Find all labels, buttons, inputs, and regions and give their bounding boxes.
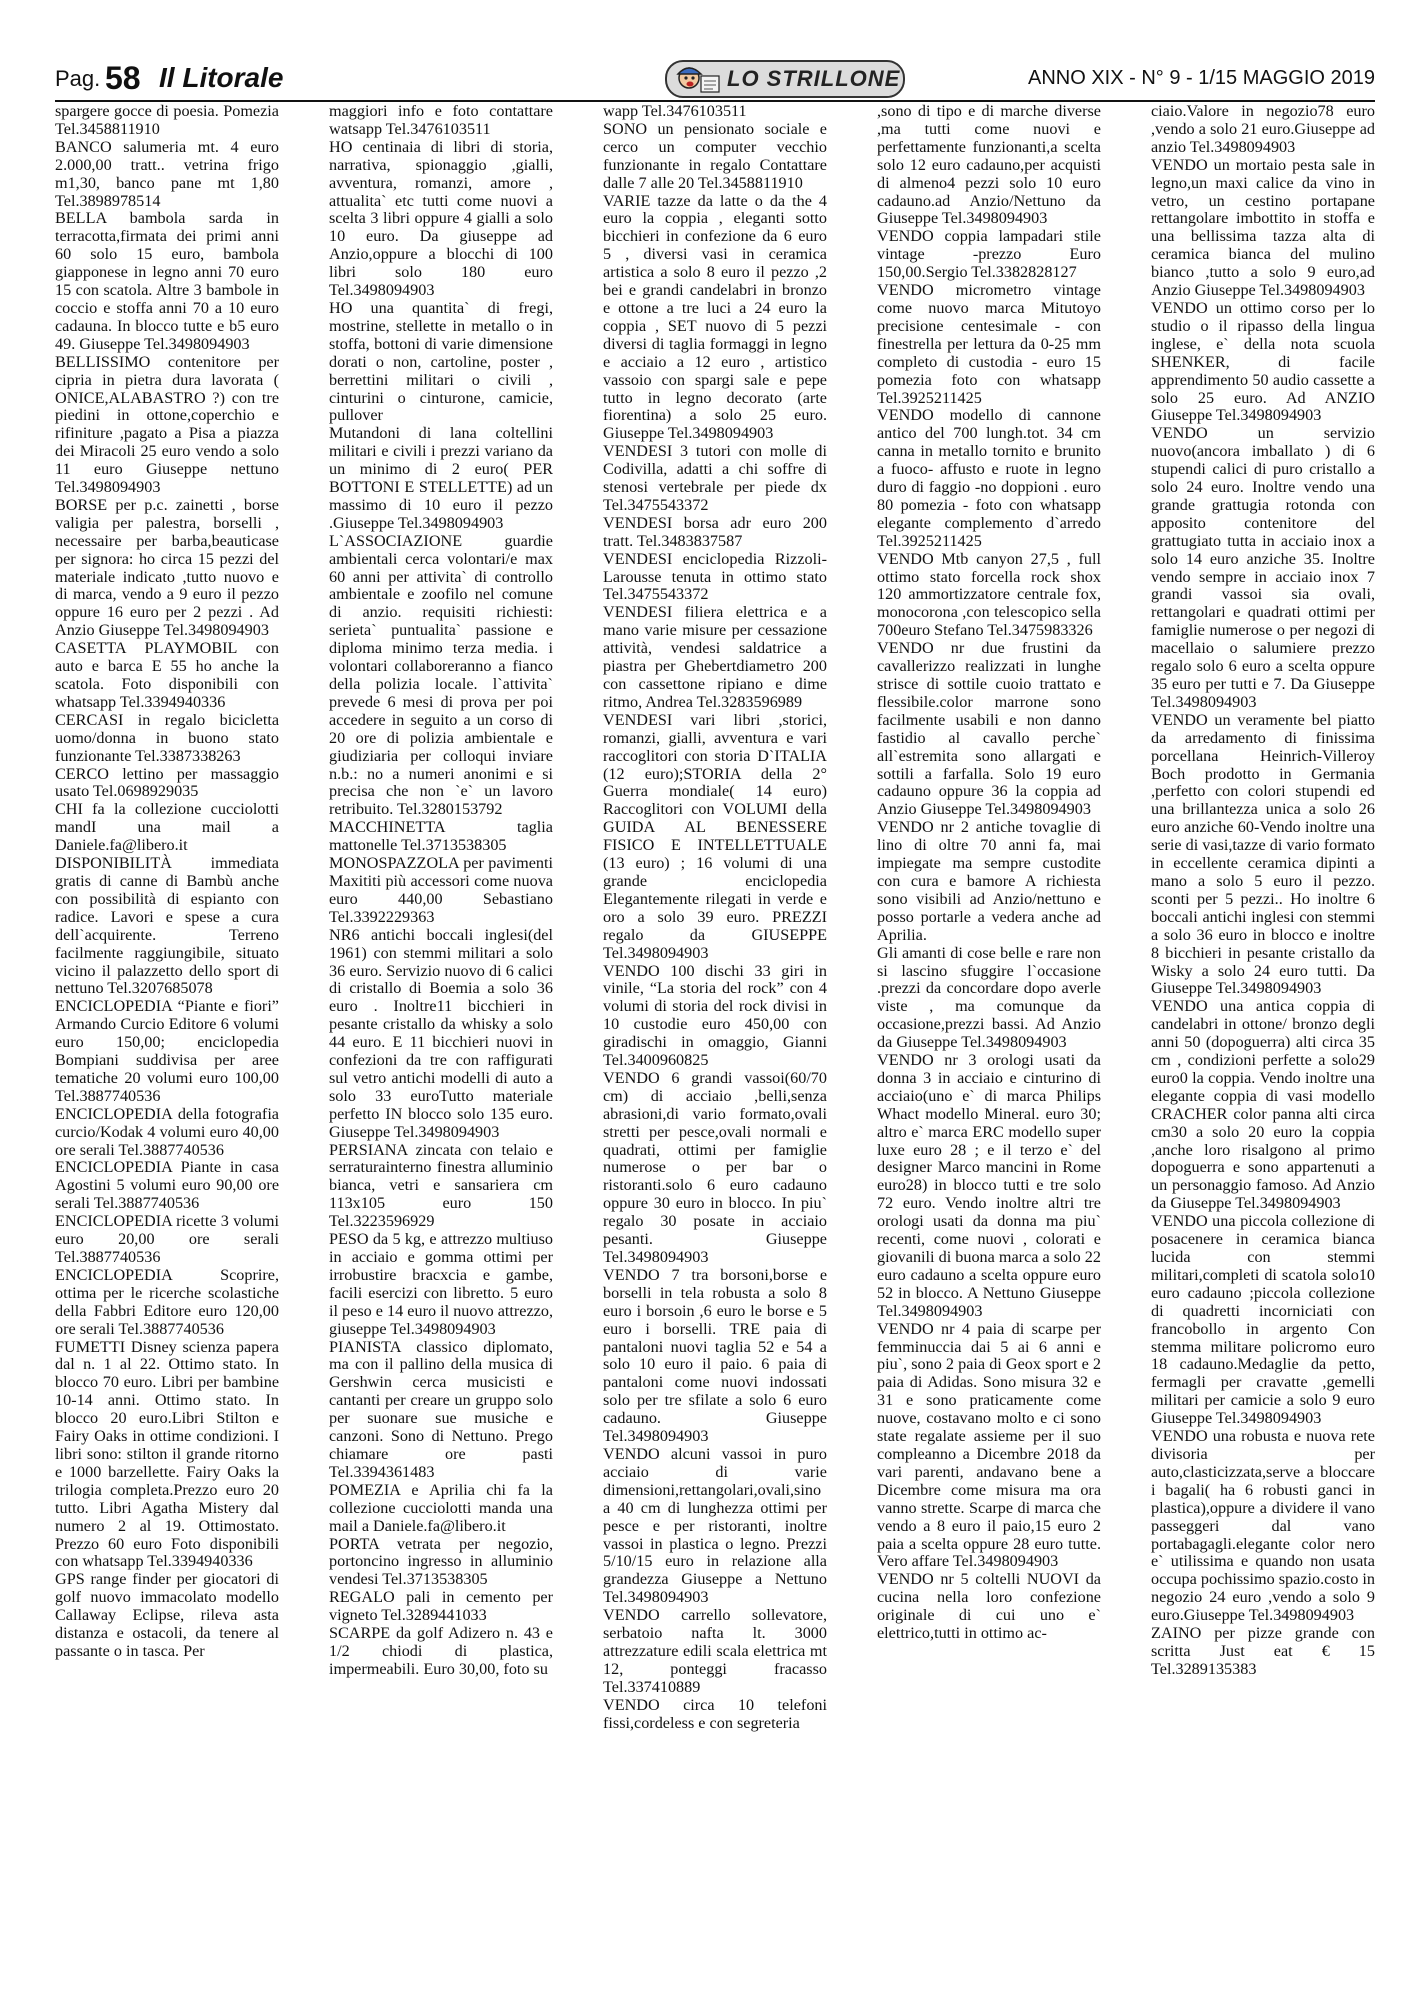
classified-ad: PIANISTA classico diplomato, ma con il pallino della musica di Gershwin cerca musicisti e cantanti per creare un gruppo solo per suonare sue musiche e canzoni. Sono di Nettuno. Prego chiamare ore pasti Tel.3394361483 xyxy=(329,1337,553,1481)
classified-ad: DISPONIBILITÀ immediata gratis di canne di Bambù anche con possibilità di espianto con radice. Lavori e spese a cura dell`acquirente. Terreno facilmente raggiungibile, situato vicino il palazzetto dello sport di nettuno Tel.3207685078 xyxy=(55,854,279,998)
classified-ad: ENCICLOPEDIA Scoprire, ottima per le ricerche scolastiche della Fabbri Editore euro 120,00 ore serali Tel.3887740536 xyxy=(55,1265,279,1338)
classified-ad: BELLA bambola sarda in terracotta,firmata dei primi anni 60 solo 15 euro, bambola giapponese in legno anni 70 euro 15 con scatola. Altre 3 bambole in coccio e stoffa anni 70 a 10 euro cadauna. In blocco tutte e b5 euro 49. Giuseppe Tel.3498094903 xyxy=(55,209,279,353)
classified-ad: VENDESI borsa adr euro 200 tratt. Tel.3483837587 xyxy=(603,513,827,550)
classified-ad: ,sono di tipo e di marche diverse ,ma tutti come nuovi e perfettamente funzionanti,a scelta solo 12 euro cadauno,per acquisti di almeno4 pezzi solo 10 euro cadauno.ad Anzio/Nettuno da Giuseppe Tel.3498094903 xyxy=(877,103,1101,228)
classified-ad: ENCICLOPEDIA “Piante e fiori” Armando Curcio Editore 6 volumi euro 150,00; enciclopedia Bompiani suddivisa per aree tematiche 20 volumi euro 100,00 Tel.3887740536 xyxy=(55,997,279,1105)
classified-ad: HO una quantita` di fregi, mostrine, stellette in metallo o in stoffa, bottoni di varie dimensione dorati o non, cartoline, poster , berrettini militari o civili , cinturini o cinturone, camicie, pullover xyxy=(329,298,553,425)
page-number: 58 xyxy=(105,60,141,96)
classified-ad: ZAINO per pizze grande con scritta Just eat € 15 Tel.3289135383 xyxy=(1151,1624,1375,1678)
classified-ad: VENDO micrometro vintage come nuovo marca Mitutoyo precisione centesimale - con finestrella per lettura da 0-25 mm completo di custodia - euro 15 pomezia foto con whatsapp Tel.3925211425 xyxy=(877,281,1101,407)
classified-ad: VENDESI vari libri ,storici, romanzi, gialli, avventura e vari raccoglitori con storia D`ITALIA (12 euro);STORIA della 2° Guerra mondiale( 14 euro) Raccoglitori con VOLUMI della GUIDA AL BENESSERE FISICO E INTELLETTUALE (13 euro) ; 16 volumi di una grande enciclopedia Elegantemente rilegati in verde e oro a solo 39 euro. PREZZI regalo da GIUSEPPE Tel.3498094903 xyxy=(603,710,827,962)
classified-ad: VENDO Mtb canyon 27,5 , full ottimo stato forcella rock shox 120 ammortizzatore centrale fox, monocorona ,con telescopico sella 700euro Stefano Tel.3475983326 xyxy=(877,549,1101,640)
classified-ad: VENDESI 3 tutori con molle di Codivilla, adatti a chi soffre di stenosi vertebrale per piede dx Tel.3475543372 xyxy=(603,442,827,514)
classifieds-column-4 xyxy=(877,103,1101,1983)
classified-ad: REGALO pali in cemento per vigneto Tel.3289441033 xyxy=(329,1588,553,1625)
classifieds-column-1 xyxy=(55,103,279,1983)
classified-ad: VENDO carrello sollevatore, serbatoio nafta lt. 3000 attrezzature edili scala elettrica mt 12, ponteggi fracasso Tel.337410889 xyxy=(603,1606,827,1696)
classifieds-columns xyxy=(55,103,1375,1983)
classified-ad: ENCICLOPEDIA della fotografia curcio/Kodak 4 volumi euro 40,00 ore serali Tel.3887740536 xyxy=(55,1104,279,1159)
classified-ad: POMEZIA e Aprilia chi fa la collezione cucciolotti manda una mail a Daniele.fa@libero.it xyxy=(329,1480,553,1535)
classifieds-column-3 xyxy=(603,103,827,1983)
classified-ad: VENDO 6 grandi vassoi(60/70 cm) di acciaio ,belli,senza abrasioni,di vario formato,ovali stretti per pesce,ovali normali e quadrati, ottimi per famiglie numerose o per bar o ristoranti.solo 6 euro cadauno oppure 30 euro in blocco. In piu` regalo 30 posate in acciaio pesanti. Giuseppe Tel.3498094903 xyxy=(603,1068,827,1266)
classified-ad: CHI fa la collezione cucciolotti mandI una mail a Daniele.fa@libero.it xyxy=(55,800,279,855)
classified-ad: FUMETTI Disney scienza papera dal n. 1 al 22. Ottimo stato. In blocco 70 euro. Libri per bambine 10-14 anni. Ottimo stato. In blocco 20 euro.Libri Stilton e Fairy Oaks in ottime condizioni. I libri sono: stilton il grande ritorno e 1000 barzellette. Fairy Oaks la trilogia completa.Prezzo euro 20 tutto. Libri Agatha Mistery dal numero 2 al 19. Ottimostato. Prezzo 60 euro Foto disponibili con whatsapp Tel.3394940336 xyxy=(55,1337,279,1571)
classified-ad: CASETTA PLAYMOBIL con auto e barca E 55 ho anche la scatola. Foto disponibili con whatsapp Tel.3394940336 xyxy=(55,639,279,711)
classified-ad: VENDO una robusta e nuova rete divisoria per auto,clasticizzata,serve a bloccare i bagali( ha 6 robusti ganci in plastica),oppure a dividere il vano passeggeri dal vano portabagagli.elegante color nero e` utilissima e quando non usata occupa pochissimo spazio.costo in negozio 24 euro ,vendo a solo 9 euro.Giuseppe Tel.3498094903 xyxy=(1151,1427,1375,1625)
classifieds-column-2 xyxy=(329,103,553,1983)
page-label: Pag. xyxy=(55,66,101,91)
classified-ad: VENDO modello di cannone antico del 700 lungh.tot. 34 cm canna in metallo tornito e brunito a fuoco- affusto e ruote in legno duro di faggio -no doppioni . euro 80 pomezia - foto con whatsapp elegante complemento d`arredo Tel.3925211425 xyxy=(877,406,1101,550)
classified-ad: PESO da 5 kg, e attrezzo multiuso in acciaio e gomma ottimi per irrobustire bracxcia e gambe, facili esercizi con libretto. 5 euro il peso e 14 euro il nuovo attrezzo, giuseppe Tel.3498094903 xyxy=(329,1230,553,1338)
classified-ad: maggiori info e foto contattare watsapp Tel.3476103511 xyxy=(329,103,553,138)
classified-ad: VENDO nr due frustini da cavallerizzo realizzati in lunghe strisce di sottile cuoio trattato e flessibile.color marrone sono facilmente usabili e non danno fastidio al cavallo perche` all`estremita sono allargati e sottili a farfalla. Solo 19 euro cadauno oppure 36 la coppia ad Anzio Giuseppe Tel.3498094903 xyxy=(877,639,1101,819)
classified-ad: CERCASI in regalo bicicletta uomo/donna in buono stato funzionante Tel.3387338263 xyxy=(55,710,279,765)
classified-ad: VENDO coppia lampadari stile vintage -prezzo Euro 150,00.Sergio Tel.3382828127 xyxy=(877,227,1101,282)
classified-ad: PORTA vetrata per negozio, portoncino ingresso in alluminio vendesi Tel.3713538305 xyxy=(329,1534,553,1589)
classified-ad: wapp Tel.3476103511 xyxy=(603,103,747,120)
classified-ad: MACCHINETTA taglia mattonelle Tel.3713538305 xyxy=(329,818,553,855)
classified-ad: HO centinaia di libri di storia, narrativa, spionaggio ,gialli, avventura, romanzi, amore , attualita` etc tutti come nuovi a scelta 3 libri oppure 4 gialli a solo 10 euro. Da giuseppe ad Anzio,oppure a blocchi di 100 libri solo 180 euro Tel.3498094903 xyxy=(329,137,553,300)
classified-ad: VENDO alcuni vassoi in puro acciaio di varie dimensioni,rettangolari,ovali,sino a 40 cm di lunghezza ottimi per pesce e per ristoranti, inoltre vassoi in plastica o legno. Prezzi 5/10/15 euro in relazione alla grandezza Giuseppe a Nettuno Tel.3498094903 xyxy=(603,1444,827,1607)
classified-ad: VENDO nr 4 paia di scarpe per femminuccia dai 5 ai 6 anni e piu`, sono 2 paia di Geox sport e 2 paia di Adidas. Sono misura 32 e 31 e sono praticamente come nuove, costavano molto e ci sono state regalate assieme per il suo compleanno a Dicembre 2018 da vari parenti, andavano bene a Dicembre come misura ma ora vanno strette. Scarpe di marca che vendo a 8 euro il paio,15 euro 2 paia a scelta oppure 28 euro tutte. Vero affare Tel.3498094903 xyxy=(877,1319,1101,1571)
classified-ad: CERCO lettino per massaggio usato Tel.0698929035 xyxy=(55,764,279,801)
classified-ad: VENDO nr 5 coltelli NUOVI da cucina nella loro confezione originale di cui uno e` elettrico,tutti in ottimo ac- xyxy=(877,1570,1101,1643)
classified-ad: VENDO nr 2 antiche tovaglie di lino di oltre 70 anni fa, mai impiegate ma sempre custodite con cura e bamore A richiesta sono visibili ad Anzio/nettuno e posso portarle a vedera anche ad Aprilia. xyxy=(877,818,1101,944)
page-header xyxy=(55,60,1375,102)
classified-ad: spargere gocce di poesia. Pomezia Tel.3458811910 xyxy=(55,103,279,138)
classifieds-column-5 xyxy=(1151,103,1375,1983)
classified-ad: GPS range finder per giocatori di golf nuovo immacolato modello Callaway Eclipse, rileva asta distanza e ostacoli, da tenere al passante o in tasca. Per xyxy=(55,1570,279,1660)
classified-ad: VENDO un servizio nuovo(ancora imballato ) di 6 stupendi calici di puro cristallo a solo 24 euro. Inoltre vendo una grande grattugia rotonda con apposito contenitore del grattugiato tutta in acciaio inox a solo 14 euro anziche 35. Inoltre vendo sempre in acciaio inox 7 grandi vassoi sia ovali, rettangolari e quadrati ottimi per famiglie numerose o per negozi di macellaio o salumiere prezzo regalo solo 6 euro a scelta oppure 35 euro per tutti e 7. Da Giuseppe Tel.3498094903 xyxy=(1151,424,1375,711)
classified-ad: VENDO 7 tra borsoni,borse e borselli in tela robusta a solo 8 euro i borsoin ,6 euro le borse e 5 euro i borselli. TRE paia di pantaloni nuovi taglia 52 e 54 a solo 10 euro il paio. 6 paia di pantaloni come nuovi indossati solo per tre sfilate a solo 6 euro cadauno. Giuseppe Tel.3498094903 xyxy=(603,1265,827,1446)
classified-ad: L`ASSOCIAZIONE guardie ambientali cerca volontari/e max 60 anni per attivita` di controllo ambientale e zoofilo nel comune di anzio. requisiti richiesti: serieta` puntualita` passione e diploma minimo terza media. i volontari collaboreranno a fianco della polizia locale. l`attivita` prevede 6 mesi di prova per poi accedere in seguito a un corso di 20 ore di polizia ambientale e giudiziaria per colloqui inviare n.b.: no a numeri anonimi e si precisa che non `e` un lavoro retribuito. Tel.3280153792 xyxy=(329,531,553,819)
classified-ad: BORSE per p.c. zainetti , borse valigia per palestra, borselli , necessaire per barba,beauticase per signora: ho circa 15 pezzi del materiale indicato ,tutto nuovo e di marca, vendo a 9 euro il pezzo oppure 16 euro per 2 pezzi . Ad Anzio Giuseppe Tel.3498094903 xyxy=(55,495,279,640)
classified-ad: VENDO circa 10 telefoni fissi,cordeless e con segreteria xyxy=(603,1695,827,1732)
classified-ad: VENDESI filiera elettrica e a mano varie misure per cessazione attività, vendesi saldatrice a piastra per Ghebertdiametro 200 con cassettone ripiano e dime ritmo, Andrea Tel.3283596989 xyxy=(603,603,827,711)
classified-ad: ciaio.Valore in negozio78 euro ,vendo a solo 21 euro.Giuseppe ad anzio Tel.3498094903 xyxy=(1151,103,1375,156)
classified-ad: VENDO una piccola collezione di posacenere in ceramica bianca lucida con stemmi militari,completi di scatola solo10 euro cadauno ;piccola collezione di quadretti incorniciati con francobollo in argento Con stemma militare policromo euro 18 cadauno.Medaglie da petto, fermagli per cravatte ,gemelli militari per camicie a solo 9 euro Giuseppe Tel.3498094903 xyxy=(1151,1212,1375,1428)
classified-ad: VENDO una antica coppia di candelabri in ottone/ bronzo degli anni 50 (dopoguerra) alti circa 35 cm , condizioni perfette a solo29 euro0 la coppia. Vendo inoltre una elegante coppia di vasi modello CRACHER color panna alti circa cm30 a solo 20 euro la coppia ,anche loro risalgono al primo dopoguerra e sono appartenuti a un personaggio famoso. Ad Anzio da Giuseppe Tel.3498094903 xyxy=(1151,997,1375,1213)
classified-ad: VENDO un ottimo corso per lo studio o il ripasso della lingua inglese, e` della nota scuola SHENKER, di facile apprendimento 50 audio cassette a solo 25 euro. Ad ANZIO Giuseppe Tel.3498094903 xyxy=(1151,298,1375,425)
classified-ad: BANCO salumeria mt. 4 euro 2.000,00 tratt.. vetrina frigo m1,30, banco pane mt 1,80 Tel.3898978514 xyxy=(55,137,279,210)
classified-ad: VENDO un veramente bel piatto da arredamento di finissima porcellana Heinrich-Villeroy Boch prodotto in Germania ,perfetto con colori stupendi ed una brillantezza unica a solo 26 euro anziche 60-Vendo inoltre una serie di vasi,tazze di vario formato in eccellente ceramica dipinti a mano a solo 5 euro il pezzo. sconti per 5 pezzi.. Ho inoltre 6 boccali antichi inglesi con stemmi a solo 36 euro in blocco e inoltre 8 bicchieri in pesante cristallo da Wisky a solo 24 euro tutti. Da Giuseppe Tel.3498094903 xyxy=(1151,710,1375,998)
classified-ad: SONO un pensionato sociale e cerco un computer vecchio funzionante in regalo Contattare dalle 7 alle 20 Tel.3458811910 xyxy=(603,119,827,192)
classified-ad: PERSIANA zincata con telaio e serraturainterno finestra alluminio bianca, vetri e sansariera cm 113x105 euro 150 Tel.3223596929 xyxy=(329,1140,553,1231)
classified-ad: ENCICLOPEDIA Piante in casa Agostini 5 volumi euro 90,00 ore serali Tel.3887740536 xyxy=(55,1158,279,1213)
classified-ad: Gli amanti di cose belle e rare non si lascino sfuggire l`occasione .prezzi da concordare dopo averle viste , ma comunque da occasione,prezzi bassi. Ad Anzio da Giuseppe Tel.3498094903 xyxy=(877,943,1101,1052)
classified-ad: ENCICLOPEDIA ricette 3 volumi euro 20,00 ore serali Tel.3887740536 xyxy=(55,1212,279,1266)
classified-ad: VENDO un mortaio pesta sale in legno,un maxi calice da vino in vetro, un cestino portapane rettangolare imbottito in stoffa e una bellissima tazza alta di ceramica bianca del mulino bianco ,tutto a solo 9 euro,ad Anzio Giuseppe Tel.3498094903 xyxy=(1151,155,1375,300)
classified-ad: MONOSPAZZOLA per pavimenti Maxititi più accessori come nuova euro 440,00 Sebastiano Tel.3392229363 xyxy=(329,854,553,926)
logo-text: LO STRILLONE xyxy=(727,66,901,91)
classified-ad: VENDESI enciclopedia Rizzoli-Larousse tenuta in ottimo stato Tel.3475543372 xyxy=(603,549,827,604)
classified-ad: NR6 antichi boccali inglesi(del 1961) con stemmi militari a solo 36 euro. Servizio nuovo di 6 calici di cristallo di Boemia a solo 36 euro . Inoltre11 bicchieri in pesante cristallo da whisky a solo 44 euro. E 11 bicchieri nuovi in confezioni da tre con raffigurati sul vetro antichi modelli di auto a solo 33 euroTutto materiale perfetto IN blocco solo 135 euro. Giuseppe Tel.3498094903 xyxy=(329,925,553,1141)
newsboy-mascot-icon xyxy=(673,64,723,96)
classified-ad: VARIE tazze da latte o da the 4 euro la coppia , eleganti sotto bicchieri in confezione da 6 euro 5 , diversi vasi in ceramica artistica a solo 8 euro il pezzo ,2 bei e grandi candelabri in bronzo e ottone a tre luci a 24 euro la coppia , SET nuovo di 5 pezzi diversi di taglia formaggi in legno e acciaio a 12 euro , artistico vassoio con spargi sale e pepe tutto in legno decorato (arte fiorentina) a solo 25 euro. Giuseppe Tel.3498094903 xyxy=(603,191,827,443)
classified-ad: Mutandoni di lana coltellini militari e civili i prezzi variano da un minimo di 2 euro( PER BOTTONI E STELLETTE) ad un massimo di 10 euro il pezzo .Giuseppe Tel.3498094903 xyxy=(329,424,553,532)
classified-ad: BELLISSIMO contenitore per cipria in pietra dura lavorata ( ONICE,ALABASTRO ?) con tre piedini in ottone,coperchio e rifiniture ,pagato a Pisa a piazza dei Miracoli 25 euro vendo a solo 11 euro Giuseppe nettuno Tel.3498094903 xyxy=(55,352,279,497)
issue-info: ANNO XIX - N° 9 - 1/15 MAGGIO 2019 xyxy=(1027,67,1375,89)
classified-ad: VENDO 100 dischi 33 giri in vinile, “La storia del rock” con 4 volumi di storia del rock divisi in 10 custodie euro 450,00 con giradischi in omaggio, Gianni Tel.3400960825 xyxy=(603,961,827,1070)
classified-ad: VENDO nr 3 orologi usati da donna 3 in acciaio e cinturino di acciaio(uno e` di marca Philips Whact modello Mineral. euro 30; altro e` marca ERC modello super luxe euro 28 ; e il terzo e` del designer Marco mancini in Rome euro28) in blocco tutti e tre solo 72 euro. Vendo inoltre altri tre orologi usati da donna ma piu` recenti, come nuovi , colorati e giovanili di buona marca a solo 22 euro cadauno a scelta oppure euro 52 in blocco. A Nettuno Giuseppe Tel.3498094903 xyxy=(877,1051,1101,1320)
classified-ad: SCARPE da golf Adizero n. 43 e 1/2 chiodi di plastica, impermeabili. Euro 30,00, foto su xyxy=(329,1624,553,1678)
newspaper-name: Il Litorale xyxy=(159,62,284,93)
lo-strillone-logo xyxy=(665,60,905,98)
